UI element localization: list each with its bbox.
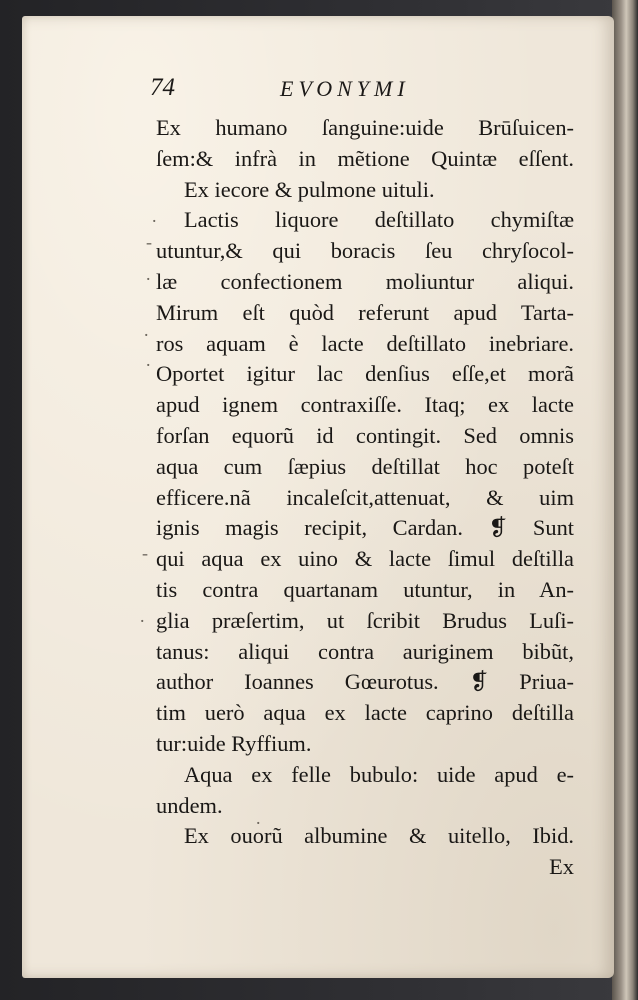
text-line: tanus: aliqui contra auriginem bibũt, bbox=[156, 638, 574, 664]
text-line: Ex humano ſanguine:uide Brūſuicen- bbox=[156, 115, 574, 140]
running-head: EVONYMI bbox=[280, 76, 410, 101]
margin-mark: . bbox=[152, 206, 157, 226]
margin-mark: . bbox=[146, 350, 151, 370]
text-line: Oportet igitur lac denſius eſſe,et morã bbox=[156, 361, 574, 387]
text-line: Aqua ex felle bubulo: uide apud e- bbox=[184, 761, 574, 787]
text-line: Mirum eſt quòd referunt apud Tarta- bbox=[156, 299, 574, 325]
text-line: qui aqua ex uino & lacte ſimul deſtilla bbox=[156, 546, 574, 572]
margin-mark: . bbox=[146, 264, 151, 284]
body-text bbox=[156, 113, 574, 883]
text-line: tis contra quartanam utuntur, in An- bbox=[156, 576, 574, 602]
text-line: utuntur,& qui boracis ſeu chryſocol- bbox=[156, 238, 574, 264]
text-line: undem. bbox=[156, 792, 223, 818]
text-line: forſan equorũ id contingit. Sed omnis bbox=[156, 422, 574, 448]
text-line: ignis magis recipit, Cardan. ❡ Sunt bbox=[156, 515, 574, 541]
catchword: Ex bbox=[549, 854, 574, 880]
margin-mark: - bbox=[146, 232, 152, 252]
text-line: ros aquam è lacte deſtillato inebriare. bbox=[156, 330, 574, 356]
margin-mark: - bbox=[142, 543, 148, 563]
book-edge bbox=[612, 0, 638, 1000]
text-line: efficere.nã incaleſcit,attenuat, & uim bbox=[156, 484, 574, 510]
text-line: tim uerò aqua ex lacte caprino deſtilla bbox=[156, 700, 574, 726]
margin-mark: . bbox=[140, 606, 145, 626]
text-line: Ex iecore & pulmone uituli. bbox=[184, 176, 435, 202]
text-line: ſem:& infrà in mẽtione Quintæ eſſent. bbox=[156, 145, 574, 171]
text-line: Lactis liquore deſtillato chymiſtæ bbox=[184, 207, 574, 233]
text-line: læ confectionem moliuntur aliqui. bbox=[156, 268, 574, 294]
text-line: glia præſertim, ut ſcribit Brudus Luſi- bbox=[156, 607, 574, 633]
text-line: tur:uide Ryffium. bbox=[156, 730, 312, 756]
text-line: apud ignem contraxiſſe. Itaq; ex lacte bbox=[156, 392, 574, 418]
margin-mark: . bbox=[256, 808, 261, 828]
text-line: Ex ouorũ albumine & uitello, Ibid. bbox=[184, 823, 574, 849]
page-header bbox=[150, 74, 510, 108]
page-number: 74 bbox=[150, 74, 175, 101]
margin-mark: . bbox=[144, 320, 149, 340]
text-line: aqua cum ſæpius deſtillat hoc poteſt bbox=[156, 453, 574, 479]
text-line: author Ioannes Gœurotus. ❡ Priua- bbox=[156, 669, 574, 695]
